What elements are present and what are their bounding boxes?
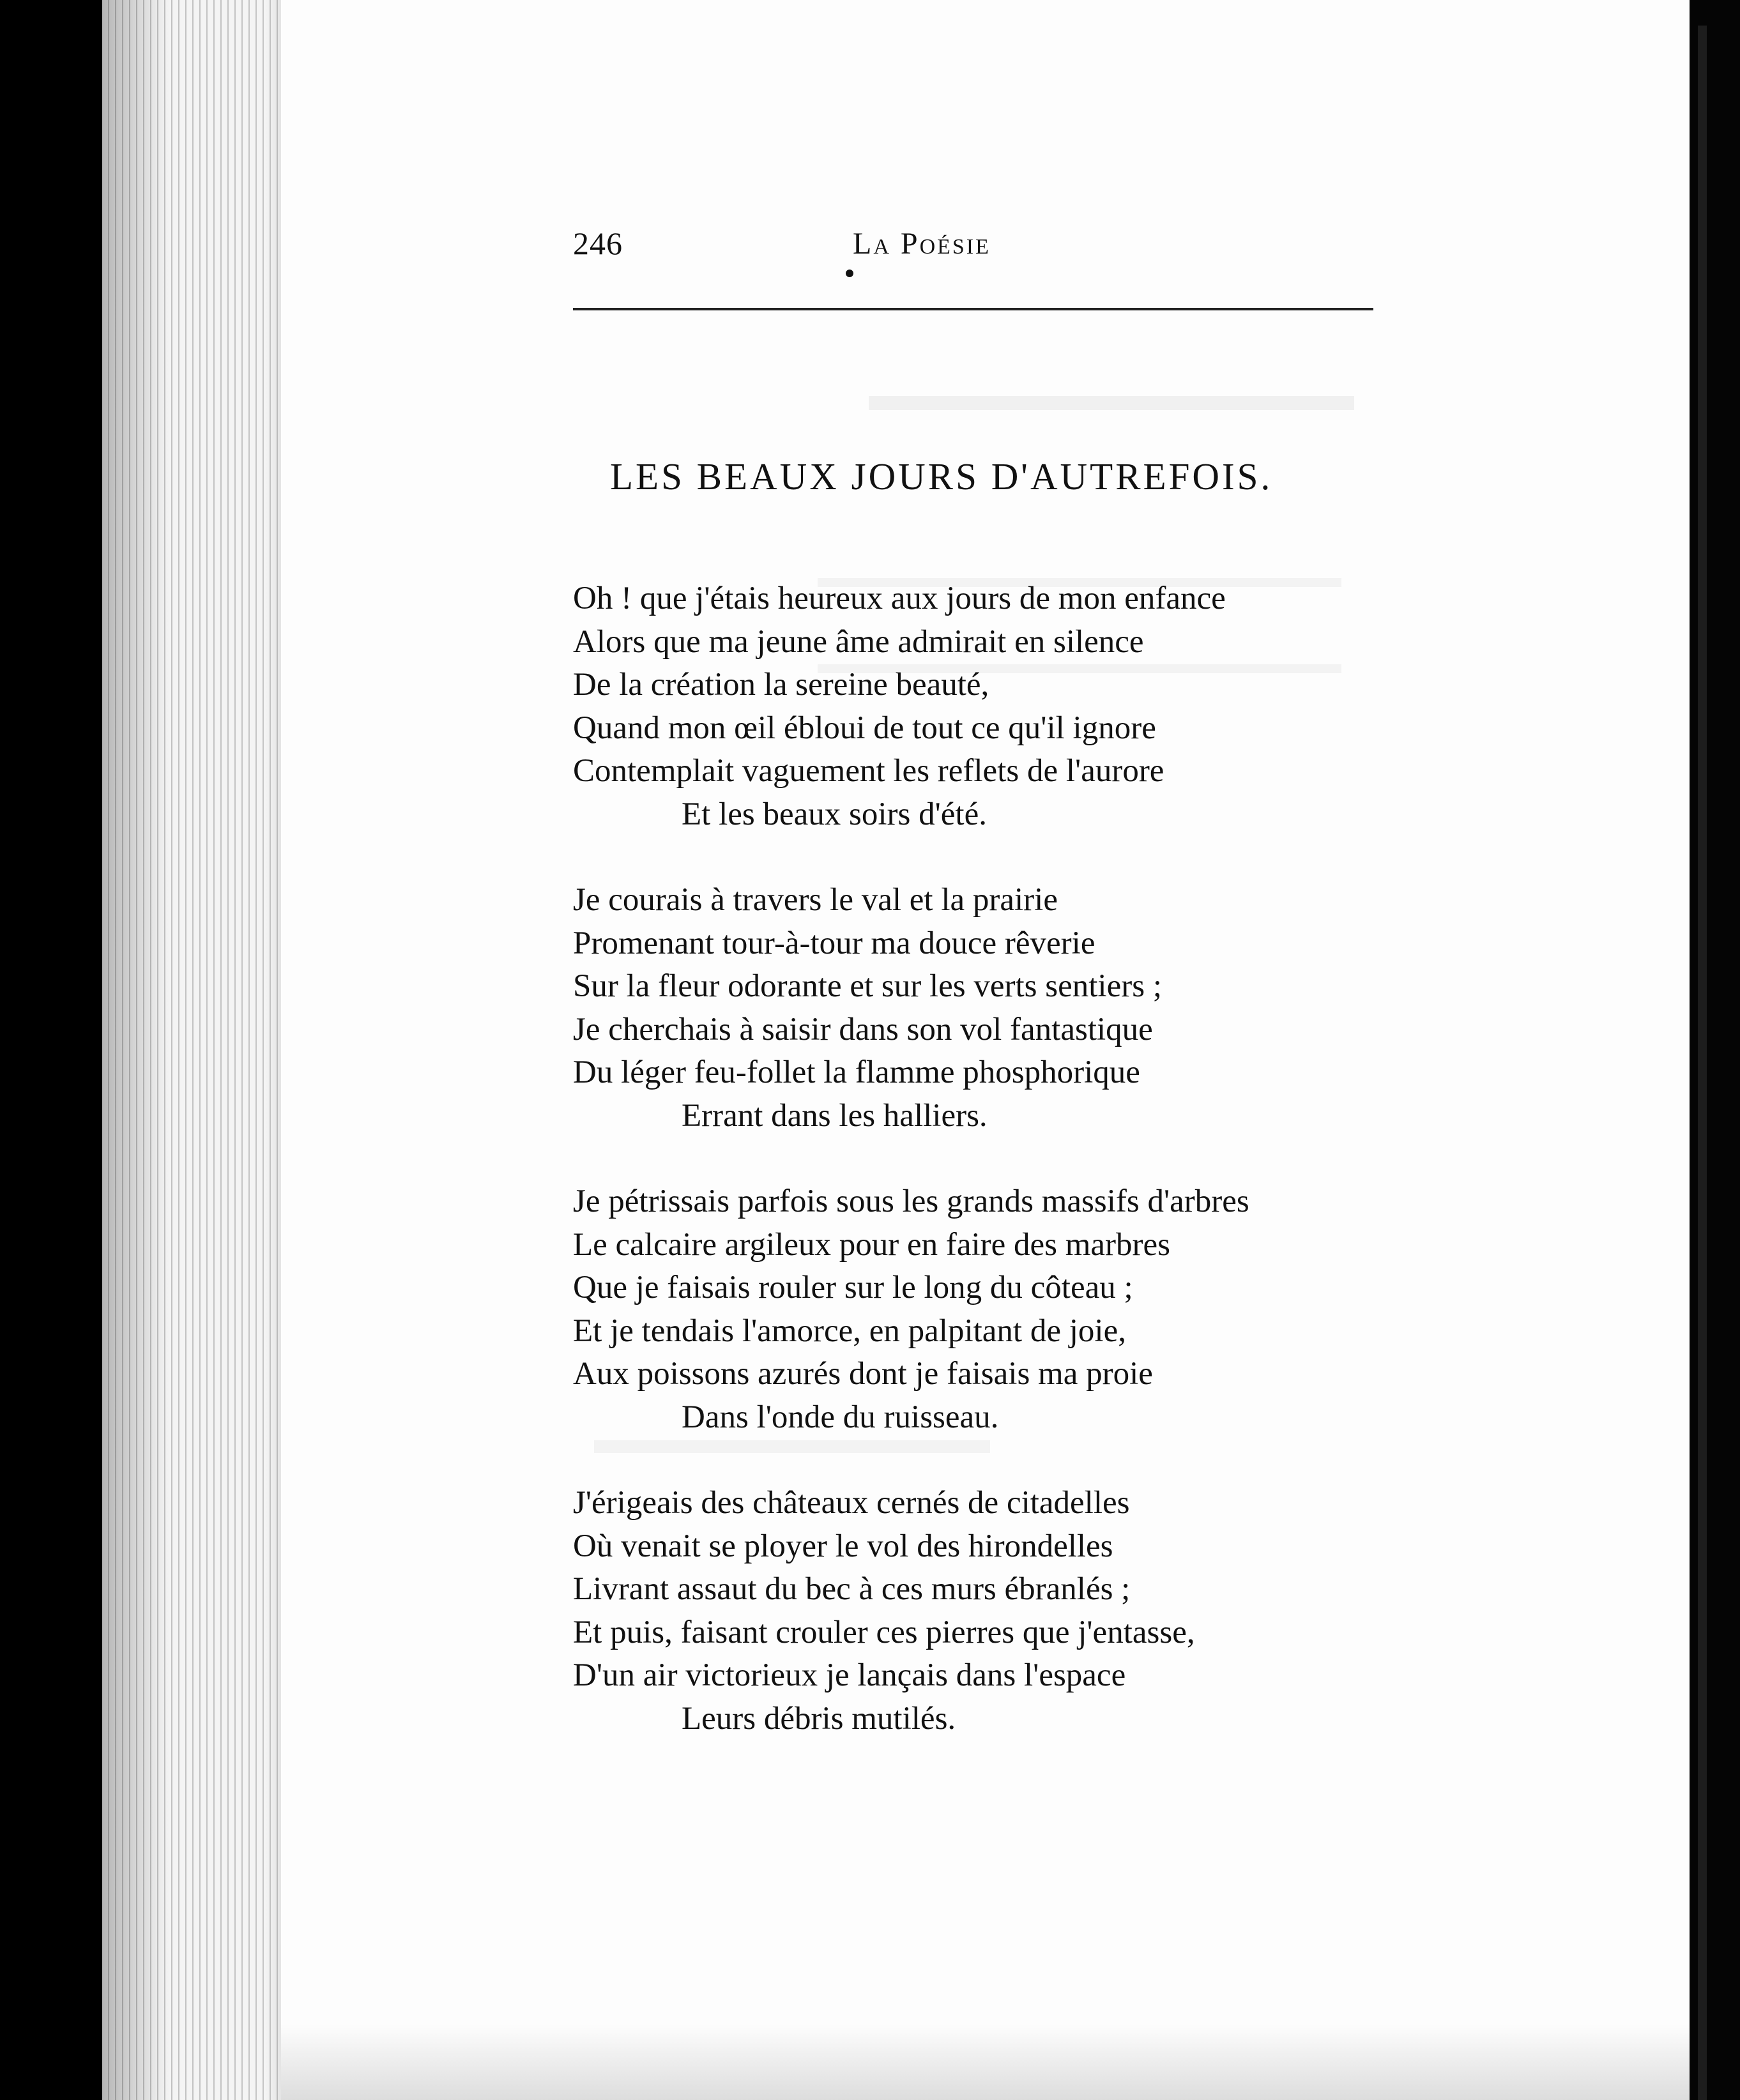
poem-body: [573, 577, 1371, 1783]
verse-refrain-line: Errant dans les halliers.: [682, 1097, 988, 1134]
verse-line: Sur la fleur odorante et sur les verts sentiers ;: [573, 968, 1162, 1004]
verse-line: J'érigeais des châteaux cernés de citadelles: [573, 1485, 1130, 1521]
page-bottom-shadow: [281, 2025, 1690, 2100]
stanza-2: [573, 879, 1371, 1138]
verse-line: Je pétrissais parfois sous les grands massifs d'arbres: [573, 1183, 1249, 1219]
verse-line: De la création la sereine beauté,: [573, 667, 989, 703]
verse-line: Livrant assaut du bec à ces murs ébranlés ;: [573, 1571, 1131, 1607]
verse-line: Et je tendais l'amorce, en palpitant de joie,: [573, 1312, 1126, 1349]
verse-refrain-line: Leurs débris mutilés.: [682, 1700, 956, 1737]
verse-line: Le calcaire argileux pour en faire des marbres: [573, 1226, 1170, 1263]
spine-edge: [1698, 26, 1707, 2100]
stanza-4: [573, 1482, 1371, 1740]
verse-line: Alors que ma jeune âme admirait en silence: [573, 623, 1144, 660]
verse-line: Où venait se ployer le vol des hirondelles: [573, 1528, 1113, 1564]
stanza-1: [573, 577, 1371, 836]
verse-line: Et puis, faisant crouler ces pierres que j'entasse,: [573, 1614, 1195, 1650]
page-number: 246: [573, 225, 623, 261]
header-dot-mark: [846, 270, 853, 277]
verse-line: Contemplait vaguement les reflets de l'aurore: [573, 753, 1164, 789]
running-head: La Poésie: [853, 227, 991, 261]
verse-line: Je cherchais à saisir dans son vol fantastique: [573, 1011, 1153, 1047]
verse-refrain-line: Dans l'onde du ruisseau.: [682, 1399, 999, 1435]
verse-refrain-line: Et les beaux soirs d'été.: [682, 796, 987, 832]
poem-title: LES BEAUX JOURS D'AUTREFOIS.: [610, 455, 1273, 498]
verse-line: Aux poissons azurés dont je faisais ma proie: [573, 1356, 1153, 1392]
verse-line: Je courais à travers le val et la prairie: [573, 882, 1058, 918]
verse-line: Quand mon œil ébloui de tout ce qu'il ignore: [573, 710, 1156, 746]
verse-line: D'un air victorieux je lançais dans l'espace: [573, 1657, 1126, 1693]
page-edges-shadow: [102, 0, 294, 2100]
verse-line: Du léger feu-follet la flamme phosphorique: [573, 1054, 1140, 1090]
header-rule: [573, 308, 1373, 310]
verse-line: Oh ! que j'étais heureux aux jours de mon enfance: [573, 581, 1226, 616]
stanza-3: [573, 1180, 1371, 1439]
page-header: [573, 225, 1373, 263]
verse-line: Que je faisais rouler sur le long du côteau ;: [573, 1270, 1133, 1305]
verse-line: Promenant tour-à-tour ma douce rêverie: [573, 925, 1095, 961]
book-spine: [1690, 0, 1740, 2100]
show-through-block: [869, 396, 1354, 410]
